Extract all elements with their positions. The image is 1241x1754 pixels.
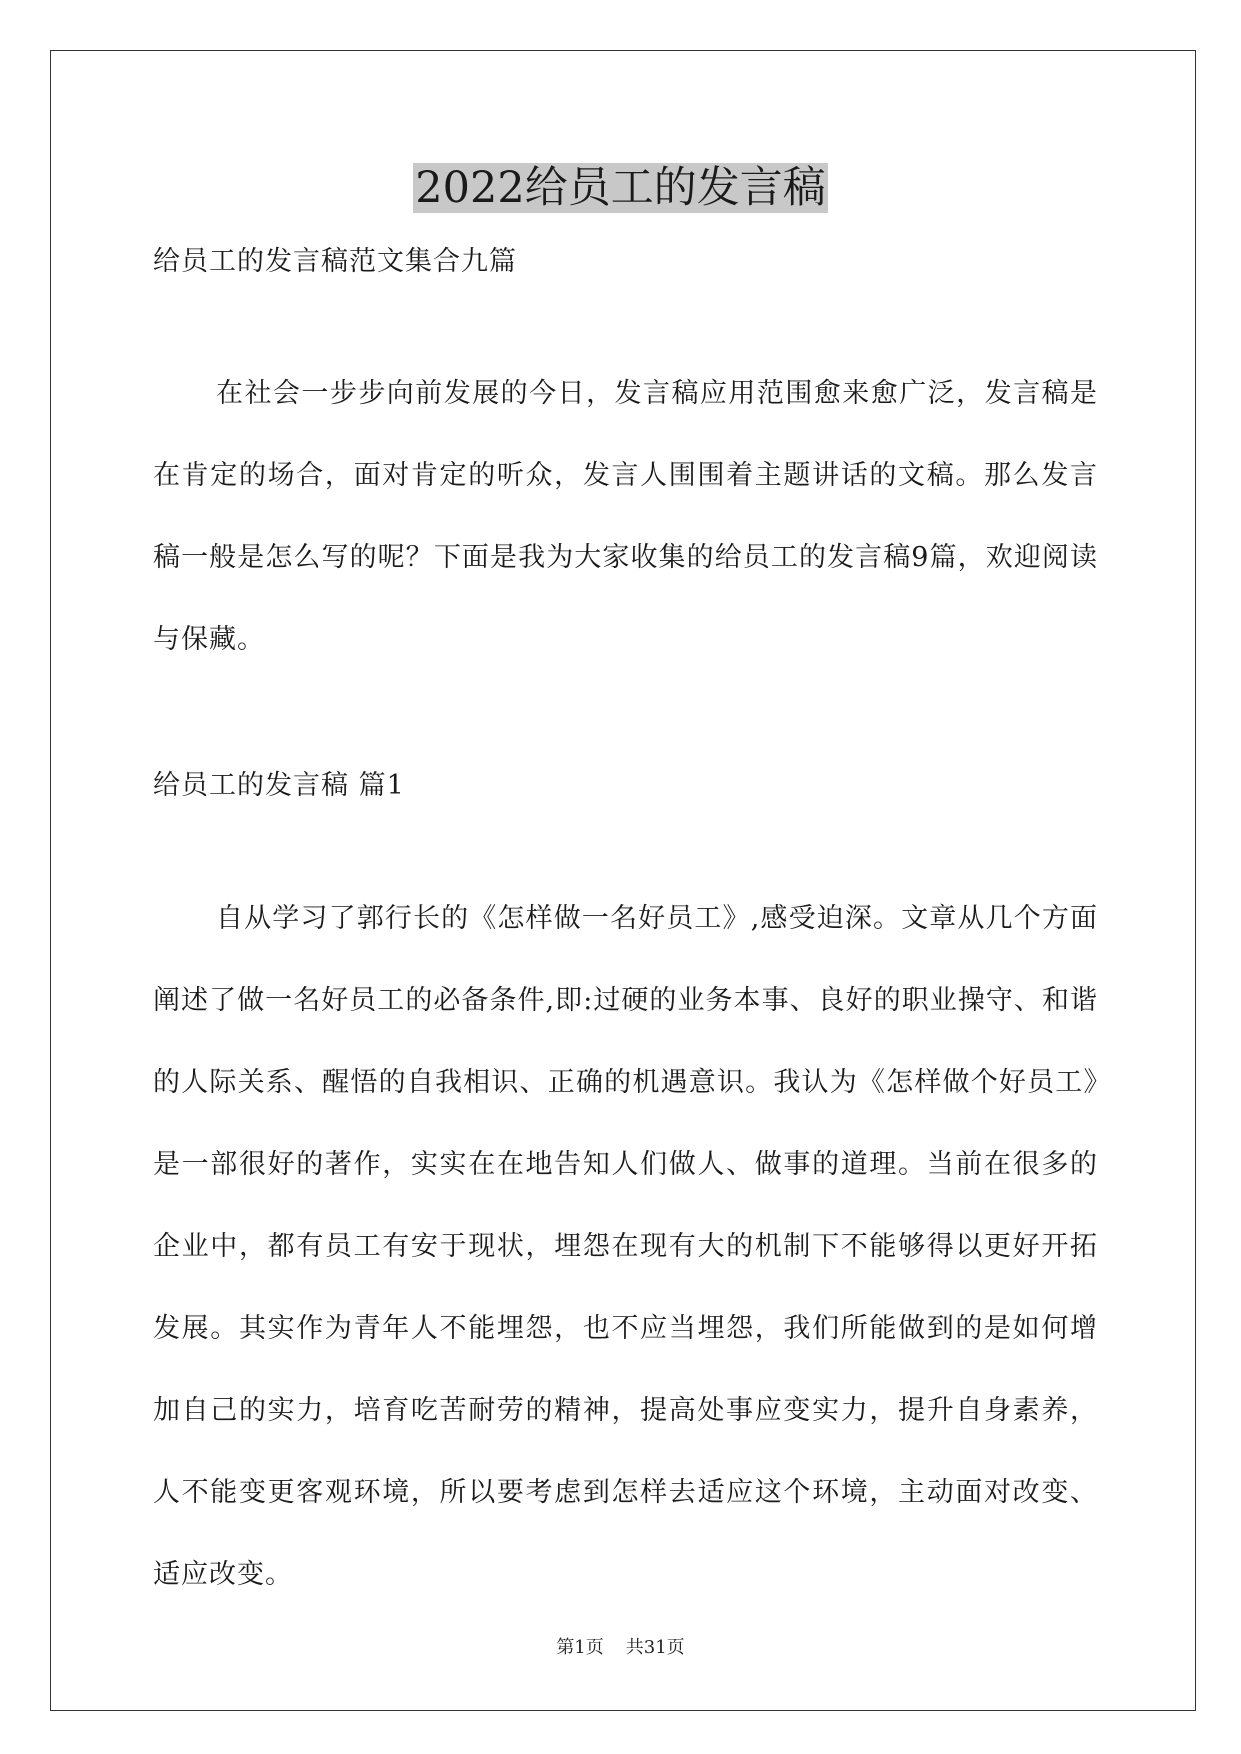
page-footer <box>0 1636 1241 1660</box>
document-subtitle: 给员工的发言稿范文集合九篇 <box>153 246 517 277</box>
intro-paragraph: 在社会一步步向前发展的今日，发言稿应用范围愈来愈广泛，发言稿是在肯定的场合，面对肯定的听众，发言人围围着主题讲话的文稿。那么发言稿一般是怎么写的呢？下面是我为大家收集的给员工的发言稿9篇，欢迎阅读与保藏。 <box>153 378 1098 655</box>
section-heading: 给员工的发言稿 篇1 <box>153 770 405 801</box>
document-title <box>0 158 1241 218</box>
page-number: 第1页 <box>556 1637 604 1658</box>
page-total: 共31页 <box>625 1637 685 1658</box>
body-paragraph: 自从学习了郭行长的《怎样做一名好员工》,感受迫深。文章从几个方面阐述了做一名好员工的必备条件,即:过硬的业务本事、良好的职业操守、和谐的人际关系、醒悟的自我相识、正确的机遇意识。我认为《怎样做个好员工》是一部很好的著作，实实在在地告知人们做人、做事的道理。当前在很多的企业中，都有员工有安于现状，埋怨在现有大的机制下不能够得以更好开拓发展。其实作为青年人不能埋怨，也不应当埋怨，我们所能做到的是如何增加自己的实力，培育吃苦耐劳的精神，提高处事应变实力，提升自身素养，人不能变更客观环境，所以要考虑到怎样去适应这个环境，主动面对改变、适应改变。 <box>153 903 1098 1590</box>
document-title-text: 2022给员工的发言稿 <box>415 163 826 213</box>
